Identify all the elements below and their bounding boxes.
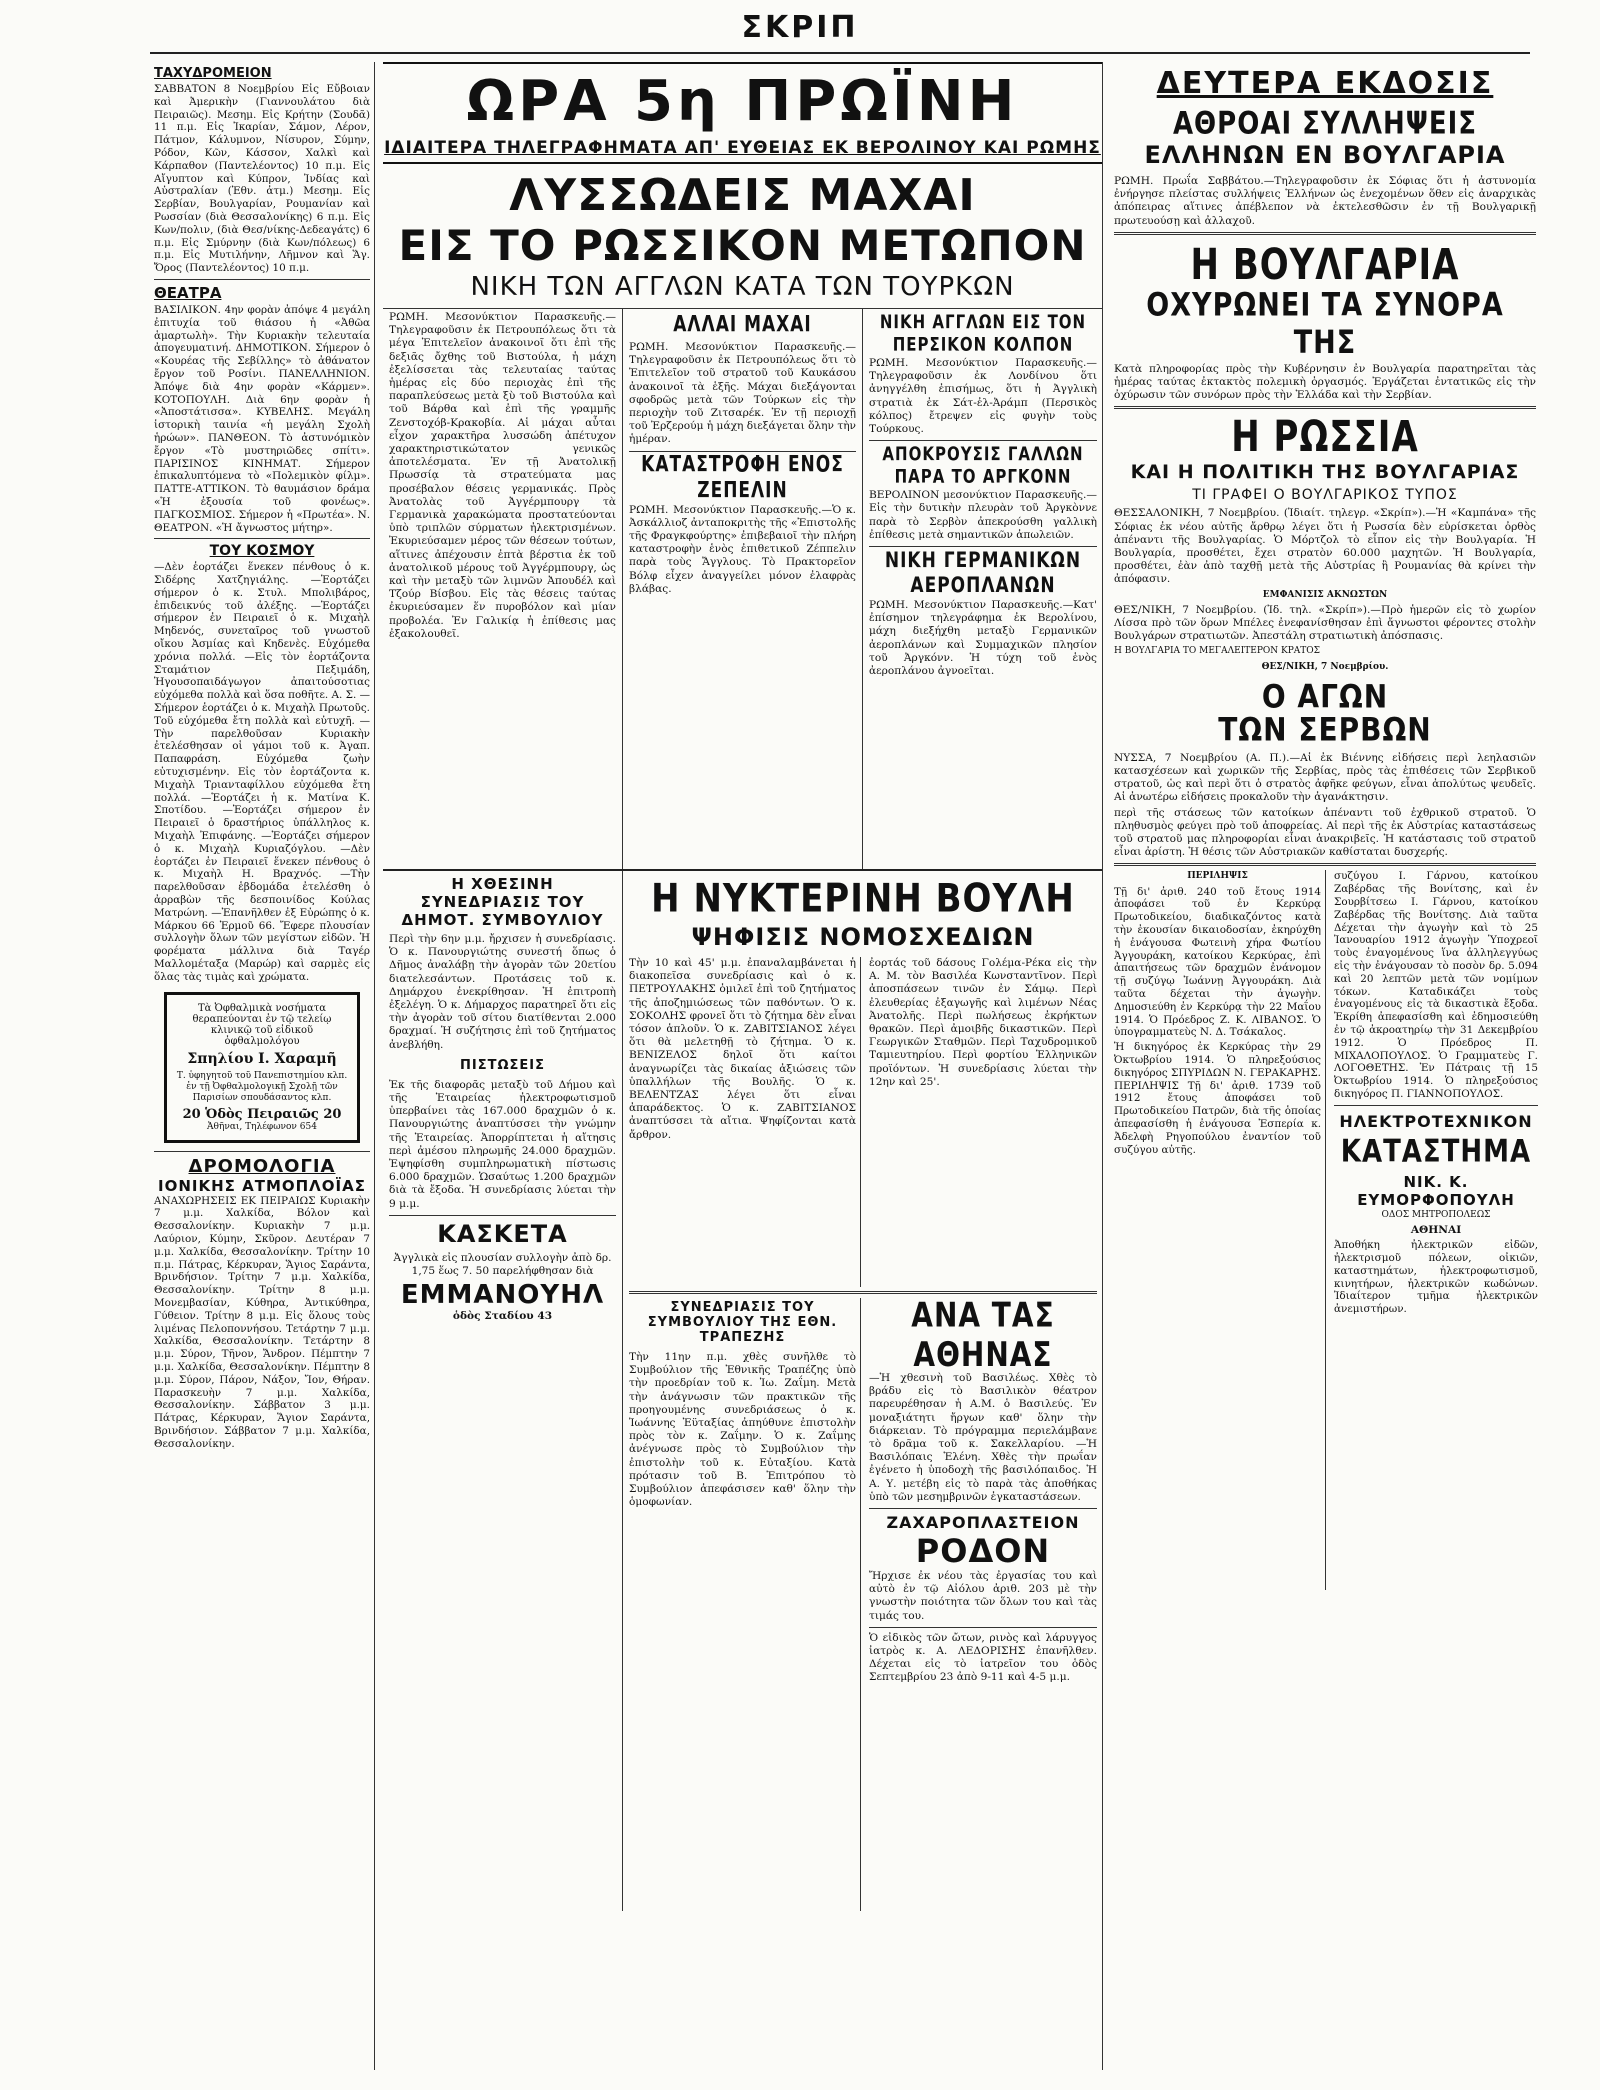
right-reports [863,309,1103,869]
masthead-rule [150,52,1530,54]
emfanisis-heading: ΕΜΦΑΝΙΣΙΣ ΑΚΝΩΣΤΩΝ [1262,589,1388,600]
bottom-columns [629,1298,1097,1911]
katastrofi-text: ΡΩΜΗ. Μεσονύκτιον Παρασκευῆς.—Ὁ κ. Ἀσκάλλιοζ ἀνταποκριτὴς τῆς «Ἐπιστολῆς τῆς Φραγκφούρτης» ἐπιβεβαιοῖ τὴν πλήρη καταστροφὴν ἑνὸς ἐπιθετικοῦ Ζέππελιν παρὰ τοὺς Ἄγγλους. Τὸ Πρακτορεῖον Βόλφ εἶχεν ἀναγγείλει μόνον ἐλαφρὰς βλάβας. [629,503,856,595]
rossia-heading-1: Η ΡΩΣΣΙΑ [1231,412,1419,463]
theatra-heading: ΘΕΑΤΡΑ [154,283,222,302]
divider [869,1508,1097,1509]
divider [1114,863,1536,866]
russia-report [383,309,623,869]
allai-text: ΡΩΜΗ. Μεσονύκτιον Παρασκευῆς.—Τηλεγραφοῦσιν ἐκ Πετρουπόλεως ὅτι τὸ Ἐπιτελεῖον τοῦ στρατοῦ τοῦ Καυκάσου ἀνακοινοῖ τὰ ἑξῆς. Μάχαι διεξάγονται σφοδρῶς μετὰ τῶν Τούρκων εἰς τὴν περιοχὴν τοῦ Ζιτσαρέκ. Ἐν τῇ περιοχῇ τοῦ Ἐρζερούμ ἡ μάχη διεξάγεται ὅλην τὴν ἡμέραν. [629,341,856,446]
legal-text-2: Ἡ δικηγόρος ἐκ Κερκύρας τὴν 29 Ὀκτωβρίου 1914. Ὁ πληρεξούσιος δικηγόρος ΣΠΥΡΙΔΩΝ Ν. ΓΕΡΑΚΑΡΗΣ. ΠΕΡΙΛΗΨΙΣ Τῇ δι' ἀριθ. 1739 τοῦ 1912 ἔτους ἀποφάσει τοῦ Πρωτοδικείου Πατρῶν, διὰ τῆς ὁποίας ἀπεφασίσθη ἡ ἐνάγουσα Ἐσπερία κ. Ἀδελφὴ Ρηγοπούλου ἐναντίον τοῦ συζύγου αὐτῆς. [1114,1041,1321,1156]
divider [154,1151,370,1152]
ad-phone: Ἀθῆναι, Τηλέφωνον 654 [207,1121,317,1132]
war-headline-3: ΝΙΚΗ ΤΩΝ ΑΓΓΛΩΝ ΚΑΤΑ ΤΩΝ ΤΟΥΡΚΩΝ [470,272,1015,302]
dromologia-text: ΑΝΑΧΩΡΗΣΕΙΣ ΕΚ ΠΕΙΡΑΙΩΣ Κυριακὴν 7 μ.μ. Χαλκίδα, Βόλον καὶ Θεσσαλονίκην. Κυριακὴν 7 μ.μ. Λαύριον, Κύμην, Σκῦρον. Δευτέραν 7 μ.μ. Χαλκίδα, Θεσσαλονίκην. Τρίτην 10 π.μ. Πάτρας, Κέρκυραν, Ἅγιος Σαράντα, Βρινδήσιον. Τρίτην 7 μ.μ. Χαλκίδα, Θεσσαλονίκην. Τρίτην 8 μ.μ. Μονεμβασίαν, Κύθηρα, Ἀντικύθηρα, Γύθειον. Τρίτην 8 μ.μ. Εἰς ὅλους τοὺς λιμένας Πελοποννήσου. Τετάρτην 7 μ.μ. Χαλκίδα, Θεσσαλονίκην. Τετάρτην 8 μ.μ. Σύρον, Τῆνον, Ἄνδρον. Πέμπτην 7 μ.μ. Χαλκίδα, Θεσσαλονίκην. Πέμπτην 8 μ.μ. Σύρον, Πάρον, Νάξον, Ἴον, Θήραν. Παρασκευὴν 7 μ.μ. Χαλκίδα, Θεσσαλονίκην. Σάββατον 3 μ.μ. Πάτρας, Κέρκυραν, Ἅγιον Σαράντα, Βρινδήσιον. Σάββατον 7 μ.μ. Χαλκίδα, Θεσσαλονίκην. [154,1194,370,1450]
vouli-columns [629,957,1097,1287]
notices-right [1330,870,1538,1590]
allai-heading: ΑΛΛΑΙ ΜΑΧΑΙ [673,312,812,338]
divider [389,1215,616,1216]
ana-text: —Ἡ χθεσινὴ τοῦ Βασιλέως. Χθὲς τὸ βράδυ εἰς τὸ Βασιλικὸν θέατρον παρευρέθησαν ἡ Α.Μ. ὁ Βασιλεύς. Ἐν μοναξιάτητι ἤργων καθ' ὅλην τὴν διάρκειαν. Τὸ πρόγραμμα περιελάμβανε τὸ δρᾶμα τοῦ κ. Σακελλαρίου. —Ἡ Βασιλόπαις Ἑλένη. Χθὲς τὴν πρωΐαν ἐγένετο ἡ ὑποδοχὴ τῆς βασιλόπαιδος. Ἡ Α. Υ. μετέβη εἰς τὸ παρὰ τὰς ἀποθήκας ὑπὸ τῶν μεσημβρινῶν ἐγκαταστάσεων. [869,1372,1097,1503]
notices-grid [1114,870,1536,1590]
rodon-name: ΡΟΔΟΝ [915,1532,1051,1571]
ad-name: Σπηλίου Ι. Χαραμῆ [187,1050,337,1067]
divider [1114,232,1536,235]
niki-germ-heading: ΝΙΚΗ ΓΕΡΜΑΝΙΚΩΝ ΑΕΡΟΠΛΑΝΩΝ [884,548,1082,599]
ilektro-address: ΟΔΟΣ ΜΗΤΡΟΠΟΛΕΩΣ [1381,1209,1491,1220]
vouli-heading: Η ΝΥΚΤΕΡΙΝΗ ΒΟΥΛΗ [651,876,1075,922]
niki-text: ΡΩΜΗ. Μεσονύκτιον Παρασκευῆς.—Τηλεγραφοῦσιν ἐκ Λονδίνου ὅτι ἀνηγγέλθη ἐπισήμως, ὅτι ἡ Ἀγγλικὴ στρατιὰ ἐκ Σάτ-ἐλ-Ἀράμπ (Περσικὸς κόλπος) ἔτρεψεν εἰς φυγὴν τοὺς Τούρκους. [869,357,1097,436]
divider [154,279,370,280]
dromologia-heading: ΔΡΟΜΟΛΟΓΙΑ [188,1155,336,1177]
deutera-ekdosis: ΔΕΥΤΕΡΑ ΕΚΔΟΣΙΣ [1156,66,1494,101]
trapeza-column [629,1298,861,1911]
kosmos-text: —Δὲν ἑορτάζει ἕνεκεν πένθους ὁ κ. Σιδέρης Χατζηγιάλης. —Ἑορτάζει σήμερον ὁ κ. Στυλ. Μπολιβάρος, ἐπιδεικνύς τοῦ ἀλέξης. —Ἑορτάζει σήμερον ἐν Πειραιεῖ ὁ κ. Μιχαὴλ Μηδενός, συνεταῖρος τοῦ γνωστοῦ οἴκου Ἀσμίας καὶ Κηδενὲς. Εὐχόμεθα χρόνια πολλά. —Εἰς τὸν ἑορτάζοντα Σταμάτιον Πεξιμάδη, Ἡγουσοπαιδάγωγον ἀπαιτούσοτιας εὐχόμεθα πολλὰ καὶ ὅσα ποθῆτε. Α. Σ. —Σήμερον ἑορτάζει ὁ κ. Μιχαὴλ Πρωτοῦς. Τοῦ εὐχόμεθα ἔτη πολλὰ καὶ εὐτυχῆ. —Τὴν παρελθοῦσαν Κυριακὴν ἐτελέσθησαν οἱ γάμοι τοῦ κ. Ἀγαπ. Παπαφράση. Εὐχόμεθα ζωὴν εὐτυχισμένην. Εἰς τὸν ἑορτάζοντα κ. Μιχαὴλ Τριανταφίλλου εὐχόμεθα ἔτη πολλά. —Ἑορτάζει ἡ κ. Ματίνα Κ. Σποτίδου. —Ἑορτάζει σήμερον ἐν Πειραιεῖ ὁ δραστήριος ὑπάλληλος κ. Μιχαὴλ Ἐπιφάνης. —Ἑορτάζει σήμερον ὁ κ. Μιχαὴλ Κυριαζόγλου. —Δὲν ἑορτάζει ἐν Πειραιεῖ ἕνεκεν πένθους ὁ κ. Μιχαὴλ Η. Βραχνός. —Τὴν παρελθοῦσαν ἑβδομάδα ἐτελέσθη ὁ ἀρραβὼν τῆς δεσποινίδος Κούλας Ματρώνη. —Ἐπανῆλθεν ἐξ Εὐρώπης ὁ κ. Μάρκου 66 Ἑρμοῦ 66. Ἔφερε πλουσίαν συλλογὴν ὅλων τῶν μεγίστων εἰδῶν. Ἡ φορέματα μάλλινα διὰ Ταγέρ Μαλλομέταξα (Μαρώρ) καὶ σαρμὲς εἰς ὅλας τὰς τιμὰς καὶ χρώματα. [154,561,370,983]
pistoseis-text: Ἐκ τῆς διαφορᾶς μεταξὺ τοῦ Δήμου καὶ τῆς Ἑταιρείας ἠλεκτροφωτισμοῦ ὑπερβαίνει τὰς 167.000 δραχμῶν ὁ κ. Πανουργιώτης ἀναπτύσσει τὴν γνώμην τῆς Ἑταιρείας. Ἀπορρίπτεται ἡ αἴτησις περὶ ἀμέσου πληρωμῆς 24.000 δραχμῶν. Ἐψηφίσθη συμπληρωματικὴ πίστωσις 6.000 δραχμῶν. Ὡσαύτως 1.200 δραχμῶν διὰ τὰ ἔξοδα. Ἡ συνεδρίασις λύεται τὴν 9 μ.μ. [389,1078,616,1210]
war-headline-1: ΛΥΣΣΩΔΕΙΣ ΜΑΧΑΙ [509,170,976,221]
synedriasis-text: Περὶ τὴν 6ην μ.μ. ἤρχισεν ἡ συνεδρίασις. Ὁ κ. Πανουργιώτης συνεστή ὅπως ὁ Δῆμος ἀναλάβῃ τὴν ἀγορὰν τῶν 20ετίου διατελεσάντων. Προτάσεις τοῦ κ. Δημάρχου ἐνεκρίθησαν. Ἡ ἐπιτροπὴ ἐξελέγη. Ὁ κ. Δήμαρχος παρατηρεῖ ὅτι εἰς τὴν ἀγορὰν τοῦ σίτου διατίθενται 2.000 δραχμαί. Ἡ συζήτησις ἐπὶ τοῦ ζητήματος ἀνεβλήθη. [389,933,616,1051]
vouli-subheading: ΨΗΦΙΣΙΣ ΝΟΜΟΣΧΕΔΙΩΝ [691,923,1035,951]
masthead-title: ΣΚΡΙΠ [741,10,859,45]
syllipseis-heading-2: ΕΛΛΗΝΩΝ ΕΝ ΒΟΥΛΓΑΡΙΑ [1144,141,1506,169]
divider [869,1627,1097,1628]
main-headline: ΩΡΑ 5η ΠΡΩΪΝΗ [466,69,1019,134]
taxydromeion-heading: ΤΑΧΥΔΡΟΜΕΙΟΝ [154,66,272,81]
agon-heading-1: Ο ΑΓΩΝ [1261,677,1389,716]
kratos-date: ΘΕΣ/ΝΙΚΗ, 7 Νοεμβρίου. [1261,661,1389,672]
rossia-heading-2: ΚΑΙ Η ΠΟΛΙΤΙΚΗ ΤΗΣ ΒΟΥΛΓΑΡΙΑΣ [1130,461,1520,484]
left-column [150,62,375,2070]
vulgaria-heading-1: Η ΒΟΥΛΓΑΡΙΑ [1190,239,1460,290]
russia-report-text: ΡΩΜΗ. Μεσονύκτιον Παρασκευῆς.—Τηλεγραφοῦσιν ἐκ Πετρουπόλεως ὅτι τὰ μέγα Ἐπιτελεῖον ἀνακοινοῖ ὅτι ἐπὶ τῆς δεξιᾶς ὄχθης τοῦ Βιστούλα, ἡ μάχη ἐξελίσσεται τὰς τελευταίας ταύτας ἡμέρας εἰς δύο περιοχὰς ἐπὶ τῆς παραπλεύσεως μετὰ ξὺ τοῦ Βιστούλα καὶ τοῦ Βάρθα καὶ ἐπὶ τῆς γραμμῆς Ζενστοχόβ-Κρακοβία. Αἱ μάχαι αὗται εἶχον χαρακτῆρα λυσσώδη ἀπέτυχον χαρακτηριστικώτατον γενικῶς ἀποτελέσματα. Ἐν τῇ Ἀνατολικῇ Πρωσσίᾳ τὰ στρατεύματα μας προσέβαλον θέσεις γερμανικάς. Πρὸς Ἀνατολὰς τοῦ Ἀγγέρμπουργ τὰ Γερμανικὰ χαρακώματα προστατεύονται ὑπὸ τριπλῶν σύρματων ἠλεκτρισμένων. Ἐκυριεύσαμεν μέρος τῶν θέσεων τούτων, αἵτινες ἀπέχουσιν ἐπτὰ βέρστια ἐκ τοῦ ἀνατολικοῦ μέρους τοῦ Ἀγγέρμπουργ, ὡς καὶ τὴν μεταξὺ τῶν λιμνῶν Ἀπουδέλ καὶ Τζούρ Βίσβου. Εἰς τὰς θέσεις ταύτας ἐκυριεύσαμεν ἕν πυροβόλον καὶ μίαν προβολέα. Ἐν Γαλικίᾳ ἡ ἐπίθεσις μας ἐξακολουθεῖ. [389,311,616,640]
niki-germ-text: ΡΩΜΗ. Μεσονύκτιον Παρασκευῆς.—Κατ' ἐπίσημον τηλεγράφημα ἐκ Βερολίνου, μάχη διεξήχθη μεταξὺ Γερμανικῶν ἀεροπλάνων καὶ Συμμαχικῶν πλησίον τοῦ Ἀργκόνν. Ἡ τύχη τοῦ ἑνὸς ἀεροπλάνου ἀγνοεῖται. [869,599,1097,678]
legal-notices [1114,870,1326,1590]
trapeza-text: Τὴν 11ην π.μ. χθὲς συνῆλθε τὸ Συμβούλιον τῆς Ἐθνικῆς Τραπέζης ὑπὸ τὴν προεδρίαν τοῦ κ. Ἰω. Ζαΐμη. Μετὰ τὴν ἀνάγνωσιν τῶν πρακτικῶν τῆς προηγουμένης συνεδριάσεως ὁ κ. Ἰωάννης Ἐϋταξίας ἀπηύθυνε ἐπιστολὴν πρὸς τὸν κ. Ζαΐμην. Ὁ κ. Ζαΐμης ἀνέγνωσε πρὸς τὸ Συμβούλιον τὴν ἐπιστολὴν τοῦ κ. Εὐταξίου. Κατὰ πρότασιν τοῦ Β. Ἐπιτρόπου τὸ Συμβούλιον ἀπεφάσισεν καθ' ὅλην τὴν ὁμοφωνίαν. [629,1351,856,1509]
divider [869,546,1097,547]
ilektro-text: Ἀποθήκη ἠλεκτρικῶν εἰδῶν, ἠλεκτρισμοῦ πόλεων, οἰκιῶν, καταστημάτων, ἠλεκτροφωτισμοῦ, κινητήρων, ἠλεκτρικῶν κωδώνων. Ἰδιαίτερον τμῆμα ἠλεκτρικῶν ἀνεμιστήρων. [1334,1239,1538,1316]
rodon-text: Ἤρχισε ἐκ νέου τὰς ἐργασίας του καὶ αὐτὸ ἐν τῷ Αἰόλου ἀριθ. 203 μὲ τὴν γνωστὴν ποιότητα τῶν ὅλων του καὶ τὰς τιμάς του. [869,1570,1097,1622]
upper-news-grid [383,308,1102,869]
vouli-col-2 [865,957,1097,1287]
syllipseis-text: ΡΩΜΗ. Πρωΐα Σαββάτου.—Τηλεγραφοῦσιν ἐκ Σόφιας ὅτι ἡ ἀστυνομία ἐνήργησε πλείστας συλλήψεις Ἑλλήνων ὡς ἐνεχομένων ὅθεν εἰς ἀναρχικὰς ἀπόπειρας αἵτινες ἀπέβλεπον νὰ ἐκτελεσθῶσιν ἐν τῇ Βουλγαρικῇ πρωτευούσῃ καὶ ἀλλαχοῦ. [1114,175,1536,227]
rossia-text: ΘΕΣΣΑΛΟΝΙΚΗ, 7 Νοεμβρίου. (Ἰδιαίτ. τηλεγρ. «Σκρίπ»).—Ἡ «Καμπάνα» τῆς Σόφιας ἐκ νέου αὐτῆς ἄρθρῳ λέγει ὅτι ἡ Ρωσσία δὲν εὑρίσκεται ὀρθὸς ἀπέναντι τῆς Βουλγαρίας. Ὁ Μόρτζολ τὸ εἶπον εἰς τὴν Βουλγαρία. Ἡ Βουλγαρία, προσθέτει, ἔχει στρατὸν 60.000 μαχητῶν. Ἡ Βουλγαρία, προσθέτει, ἐὰν ἀπὸ ταχθῇ μετὰ τῆς Αὐστρίας ἢ Ρουμανίας θὰ κρίνει τὴν ἀπόφασιν. [1114,507,1536,586]
divider [869,440,1097,441]
apokrousis-heading: ΑΠΟΚΡΟΥΣΙΣ ΓΑΛΛΩΝ ΠΑΡΑ ΤΟ ΑΡΓΚΟΝΝ [882,442,1084,488]
ilektro-heading: ΗΛΕΚΤΡΟΤΕΧΝΙΚΟΝ [1339,1111,1533,1131]
ana-heading: ΑΝΑ ΤΑΣ ΑΘΗΝΑΣ [911,1298,1055,1375]
ilektro-owner: ΝΙΚ. Κ. ΕΥΜΟΡΦΟΠΟΥΛΗ [1357,1172,1515,1209]
ophthalmology-ad [164,992,360,1143]
vulgaria-text: Κατὰ πληροφορίας πρὸς τὴν Κυβέρνησιν ἐν Βουλγαρία παρατηρεῖται τὰς ἡμέρας ταύτας ἐκτακτὸς πολεμικὴ ὀργασμός. Ἐργάζεται ἐντατικῶς εἰς τὴν ὀχύρωσιν τῶν συνόρων πρὸς τὴν Ἑλλάδα καὶ τὴν Σερβίαν. [1114,362,1536,402]
perilipsis-heading: ΠΕΡΙΛΗΨΙΣ [1187,871,1248,882]
dromologia-subheading: ΙΟΝΙΚΗΣ ΑΤΜΟΠΛΟΪΑΣ [158,1176,366,1195]
apokrousis-text: ΒΕΡΟΛΙΝΟΝ μεσονύκτιον Παρασκευῆς.—Εἰς τὴν δυτικὴν πλευρὰν τοῦ Ἀργκὸννε παρὰ τὸ Σερβὸν ἀπεκρούσθη γαλλικὴ ἐπίθεσις μετὰ σημαντικῶν ἀπωλειῶν. [869,489,1097,541]
divider [1114,406,1536,409]
ad-address: 20 Ὁδὸς Πειραιῶς 20 [182,1106,342,1122]
emfanisis-text: ΘΕΣ/ΝΙΚΗ, 7 Νοεμβρίου. (Ἰδ. τηλ. «Σκρίπ»).—Πρὸ ἡμερῶν εἰς τὸ χωρίον Λίσσα πρὸ τῶν ὅρων Μπέλες ἐνεφανίσθησαν ἐπὶ ἄγνωστοι φέροντες στολὴν Βουλγάρων στρατιωτῶν. Ἀπεστάλη στρατιωτικὴ ἀπόσπασις. [1114,603,1536,643]
rossia-heading-3: ΤΙ ΓΡΑΦΕΙ Ο ΒΟΥΛΓΑΡΙΚΟΣ ΤΥΠΟΣ [1192,487,1458,504]
lower-news-grid [383,869,1102,1911]
center-column [383,62,1103,2070]
agon-heading-2: ΤΩΝ ΣΕΡΒΩΝ [1218,710,1432,749]
kasketa-heading: ΚΑΣΚΕΤΑ [437,1219,568,1248]
ad-body: Τ. ὑφηγητοῦ τοῦ Πανεπιστημίου κλπ. ἐν τῇ Ὀφθαλμολογικῇ Σχολῇ τῶν Παρισίων σπουδάσαντος κλπ. [176,1070,348,1103]
agon-text: ΝΥΣΣΑ, 7 Νοεμβρίου (Α. Π.).—Αἱ ἐκ Βιέννης εἰδήσεις περὶ λεηλασιῶν κατασχέσεων καὶ χωρικῶν τῆς Σερβίας, πρὸς τὰς ἐπιθέσεις τῶν Σερβικοῦ στρατοῦ, ὡς καὶ περὶ ὅτι ὁ στρατὸς ἀφῆκε φεύγων, εἶναι ἀπολύτως ψευδεῖς. Αἱ ἀνωτέρω εἰδήσεις προκαλοῦν τὴν ἀγανάκτησιν. [1114,751,1536,804]
war-headline-2: ΕΙΣ ΤΟ ΡΩΣΣΙΚΟΝ ΜΕΤΩΠΟΝ [398,221,1087,270]
ilektro-name: ΚΑΤΑΣΤΗΜΑ [1340,1133,1532,1170]
katastrofi-heading: ΚΑΤΑΣΤΡΟΦΗ ΕΝΟΣ ΖΕΠΕΛΙΝ [641,451,844,504]
kasketa-name: ΕΜΜΑΝΟΥΗΛ [400,1280,605,1311]
vouli-col-1 [629,957,861,1287]
parliament-section [623,871,1103,1911]
divider [154,538,370,539]
taxydromeion-text: ΣΑΒΒΑΤΟΝ 8 Νοεμβρίου Εἰς Εὔβοιαν καὶ Ἀμερικὴν (Γιαννουλάτου διὰ Πειραιῶς). Μεσημ. Εἰς Κρήτην (Σουδᾶ) 11 π.μ. Εἰς Ἰκαρίαν, Σάμον, Λέρον, Πάτμον, Κάλυμνον, Νίσυρον, Σύμην, Ρόδον, Κῶν, Κάσσον, Χαλκὶ καὶ Κάρπαθον (Παντελέοντος) 10 π.μ. Εἰς Αἴγυπτον καὶ Κύπρον, Ἰνδίας καὶ Αὐστραλίαν (Ἐθν. ἀτμ.) Μεσημ. Εἰς Σερβίαν, Βουλγαρίαν, Ρουμανίαν καὶ Ρωσσίαν (διὰ Θεσσαλονίκης) 6 π.μ. Εἰς Κων/πολιν, (διὰ Θεσ/νίκης-Δεδεαγάτς) 6 π.μ. Εἰς Σμύρνην (διὰ Κων/πόλεως) 6 π.μ. Εἰς Μυτιλήνην, Λῆμνον καὶ Ἅγ. Ὄρος (Παντελέοντος) 10 π.μ. [154,83,370,275]
trapeza-heading: ΣΥΝΕΔΡΙΑΣΙΣ ΤΟΥ ΣΥΜΒΟΥΛΙΟΥ ΤΗΣ ΕΘΝ. ΤΡΑΠΕΖΗΣ [647,1300,838,1345]
headline-box [383,62,1102,164]
right-column [1108,62,1538,2070]
kosmos-heading: ΤΟΥ ΚΟΣΜΟΥ [209,543,315,560]
niki-heading: ΝΙΚΗ ΑΓΓΛΩΝ ΕΙΣ ΤΟΝ ΠΕΡΣΙΚΟΝ ΚΟΛΠΟΝ [879,310,1087,356]
kratos-heading: Η ΒΟΥΛΓΑΡΙΑ ΤΟ ΜΕΓΑΛΕΙΤΕΡΟΝ ΚΡΑΤΟΣ [1114,646,1321,657]
divider [629,1291,1097,1294]
legal-text-3: συζύγου Ι. Γάρνου, κατοίκου Ζαβέρδας τῆς Βονίτσης, καὶ ἐν Σουρβίτσεω Ι. Γάρνου, κατοίκου Ζαβέρδας τῆς Βονίτσης. Διὰ ταῦτα Δέχεται τὴν ἀγωγὴν καὶ τὸ 25 Ἰανουαρίου 1912 ἀγωγὴν Ὑποχρεοῖ τοὺς ἐναγομένους ἵνα ἀλληλεγγύως εἰς τὴν ἐνάγουσαν τὸ ποσὸν δρ. 5.094 καὶ 20 λεπτῶν μετὰ τῶν νομίμων τόκων. Καταδικάζει τοὺς ἐναγομένους εἰς τὰ δικαστικὰ ἔξοδα. Ἐκρίθη ἀπεφασίσθη καὶ ἐδημοσιεύθη ἐν τῷ ἀκροατηρίῳ τὴν 31 Δεκεμβρίου 1912. Ὁ Πρόεδρος Π. ΜΙΧΑΛΟΠΟΥΛΟΣ. Ὁ Γραμματεὺς Γ. ΛΟΓΟΘΕΤΗΣ. Ἐν Πάτραις τῇ 15 Ὀκτωβρίου 1914. Ὁ πληρεξούσιος δικηγόρος Π. ΓΙΑΝΝΟΠΟΥΛΟΣ. [1334,870,1538,1101]
council-column [383,871,623,1911]
rodon-heading: ΖΑΧΑΡΟΠΛΑΣΤΕΙΟΝ [886,1513,1080,1533]
iatros-text: Ὁ εἰδικὸς τῶν ὤτων, ρινὸς καὶ λάρυγγος ἰατρὸς κ. Α. ΛΕΔΟΡΙΣΗΣ ἐπανῆλθεν. Δέχεται εἰς τὸ ἰατρεῖον του ὁδὸς Σεπτεμβρίου 23 ἀπὸ 9-11 καὶ 4-5 μ.μ. [869,1631,1097,1684]
pistoseis-heading: ΠΙΣΤΩΣΕΙΣ [460,1057,545,1073]
vouli-text-1: Τὴν 10 καὶ 45' μ.μ. ἐπαναλαμβάνεται ἡ διακοπεῖσα συνεδρίασις καὶ ὁ κ. ΠΕΤΡΟΥΛΑΚΗΣ ὁμιλεῖ ἐπὶ τοῦ ζητήματος τῆς ἀποζημιώσεως τῶν παθόντων. Ὁ κ. ΣΟΚΟΛΗΣ φρονεῖ ὅτι τὸ ζήτημα δὲν εἶναι τόσον ἁπλοῦν. Ὁ κ. ΖΑΒΙΤΣΙΑΝΟΣ λέγει ὅτι θὰ μελετηθῇ τὸ ζήτημα. Ὁ κ. ΒΕΝΙΖΕΛΟΣ δηλοῖ ὅτι καίτοι ἀναγνωρίζει τὰς δικαίας ἀξιώσεις τῶν ὑπαλλήλων τῆς Βουλῆς. Ὁ κ. ΒΕΛΕΝΤΖΑΣ λέγει ὅτι εἶναι ἀπαράδεκτος. Ὁ κ. ΖΑΒΙΤΣΙΑΝΟΣ ἀναπτύσσει τὰ αἴτια. Ψηφίζονται κατὰ ἄρθρον. [629,957,856,1141]
main-subhead: ΙΔΙΑΙΤΕΡΑ ΤΗΛΕΓΡΑΦΗΜΑΤΑ ΑΠ' ΕΥΘΕΙΑΣ ΕΚ ΒΕΡΟΛΙΝΟΥ ΚΑΙ ΡΩΜΗΣ [384,138,1101,158]
middle-reports [623,309,863,869]
theatra-text: ΒΑΣΙΛΙΚΟΝ. 4ην φορὰν ἀπόψε 4 μεγάλη ἐπιτυχία τοῦ θιάσου ἡ «Ἀθῶα ἁμαρτωλὴ». Τὴν Κυριακὴν τελευταία ἀπογευματινή. ΔΗΜΟΤΙΚΟΝ. Σήμερον ὁ «Κουρέας τῆς Σεβίλλης» τὸ ἀθάνατον ἔργον τοῦ Ροσίνι. ΠΑΝΕΛΛΗΝΙΟΝ. Ἀπόψε διὰ 4ην φορὰν «Κάρμεν». ΚΟΤΟΠΟΥΛΗ. Διὰ 6ην φορὰν ἡ «Ἀποστάτισσα». ΚΥΒΕΛΗΣ. Μεγάλη ἱστορικὴ ταινία «ἡ μεγάλη Σχολὴ ἡρώων». ΠΑΝΘΕΟΝ. Τὸ ἀστυνόμικὸν ἔργον «Τὸ μυστηριῶδες σπίτι». ΠΑΡΙΣΙΝΟΣ ΚΙΝΗΜΑΤ. Σήμερον ἐπικαλυπτόμενα τὸ «Πολεμικὸν φίλμ». ΠΑΤΤΕ-ΑΤΤΙΚΟΝ. Τὸ θαυμάσιον δράμα «Ἡ ἐξουσία τοῦ φονέως». ΠΑΓΚΟΣΜΙΟΣ. Σήμερον ἡ «Πρωτέα». Ν. ΘΕΑΤΡΟΝ. «Ἡ ἄγνωστος μήτηρ». [154,303,370,534]
kasketa-address: ὁδὸς Σταδίου 43 [452,1310,553,1323]
divider [1334,1105,1538,1106]
agon-text-2: περὶ τῆς στάσεως τῶν κατοίκων ἀπέναντι τοῦ ἐχθρικοῦ στρατοῦ. Ὁ πληθυσμὸς φεύγει πρὸ τοῦ ἀποφρείας. Αἱ περὶ τῆς ἐκ Αὐστρίας καταστάσεως τοῦ στρατοῦ μας πληροφορίαι εἶναι ἀνακριβεῖς. Ἡ κατάστασις τοῦ στρατοῦ εἶναι ἀρίστη. Ἡ θέσις τῶν Αὐστριακῶν καθίσταται δυσχερής. [1114,806,1536,859]
kasketa-text: Ἀγγλικὰ εἰς πλουσίαν συλλογὴν ἀπὸ δρ. 1,75 ἕως 7. 50 παρελήφθησαν διὰ [393,1251,612,1278]
ilektro-city: ΑΘΗΝΑΙ [1410,1224,1462,1237]
legal-text-1: Τῇ δι' ἀριθ. 240 τοῦ ἔτους 1914 ἀποφάσει τοῦ ἐν Κερκύρᾳ Πρωτοδικείου, διαδικαζόντος κατὰ τὴν ἐκουσίαν δικαιοδοσίαν, ἐκηρύχθη ἡ ἐνάγουσα Φωτεινὴ χήρα Φωτίου Ἀγγουράκη, κατοίκου Κερκύρας, ἐπὶ ἀπαιτήσεως τῶν δραχμῶν ἐνάνομον τῇ συζύγῳ Ἰωάννῃ Ἀγγουράκη. Διὰ ταῦτα δέχεται τὴν ἀγωγὴν. Δημοσιεύθη ἐν Κερκύρᾳ τὴν 22 Μαΐου 1914. Ὁ Πρόεδρος Ζ. Κ. ΛΙΒΑΝΟΣ. Ὁ ὑπογραμματεὺς Ν. Δ. Τσάκαλος. [1114,885,1321,1039]
syllipseis-heading-1: ΑΘΡΟΑΙ ΣΥΛΛΗΨΕΙΣ [1172,106,1478,142]
vouli-text-2: ἐορτάς τοῦ δάσους Γολέμα-Ρέκα εἰς τὴν Α. Μ. τὸν Βασιλέα Κωνσταντῖνον. Περὶ ἀποσπάσεων τινῶν ἐν Σάμῳ. Περὶ ἐλευθερίας ἐξαγωγῆς καὶ λιμένων Νέας Ἀνατολῆς. Περὶ πωλήσεως ἐκρήκτων θρακῶν. Περὶ ἀμοιβῆς δικαστικῶν. Περὶ Γεωργικῶν Σταθμῶν. Περὶ Ταχυδρομικοῦ Ταμιευτηρίου. Περὶ φορτίου Ἑλληνικῶν προϊόντων. Ἡ συνεδρίασις λύεται τὴν 12ην καὶ 25'. [869,957,1097,1088]
athens-column [865,1298,1097,1911]
synedriasis-heading: Η ΧΘΕΣΙΝΗ ΣΥΝΕΔΡΙΑΣΙΣ ΤΟΥ ΔΗΜΟΤ. ΣΥΜΒΟΥΛΙΟΥ [401,875,604,929]
ad-intro: Τὰ Ὀφθαλμικὰ νοσήματα θεραπεύονται ἐν τῷ τελείῳ κλινικῷ τοῦ εἰδικοῦ ὀφθαλμολόγου [192,1002,332,1047]
vulgaria-heading-2: ΟΧΥΡΩΝΕΙ ΤΑ ΣΥΝΟΡΑ ΤΗΣ [1146,286,1504,362]
